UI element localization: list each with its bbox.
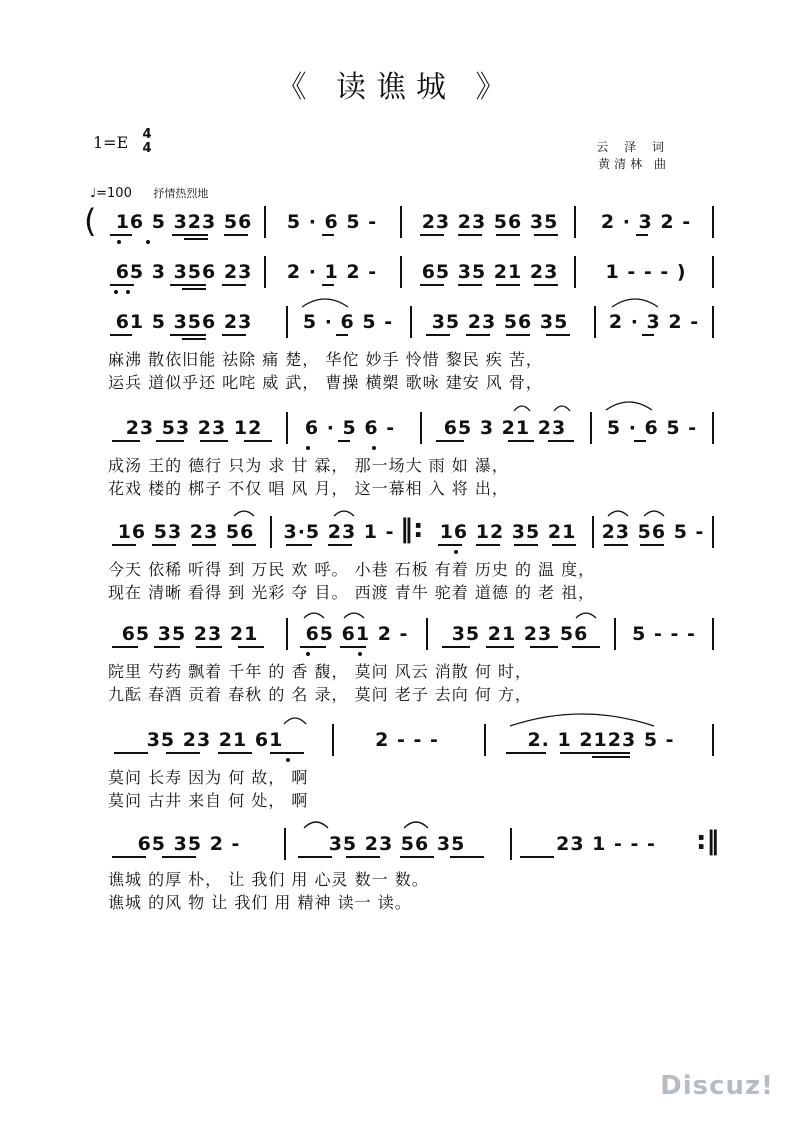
beam [182,288,206,290]
measure: 65 61 2 - [305,623,409,645]
tempo-marking [90,185,208,201]
lyrics-line: 莫问 长寿 因为 何 故， 啊 [108,768,309,787]
time-signature-bottom: 4 [142,141,152,156]
beam [496,234,520,236]
beam [192,544,216,546]
barline [426,618,428,650]
slur [282,712,308,726]
measure: 16 5 323 56 [115,211,253,233]
beam [400,856,434,858]
low-octave-dot [117,240,121,244]
barline [420,412,422,444]
measure: 6 · 5 6 - [304,417,396,439]
low-octave-dot [358,652,362,656]
measure: 61 5 356 23 [115,311,253,333]
watermark-logo: Discuz! [660,1071,774,1101]
measure: 2 - - - [375,729,439,751]
beam [152,544,176,546]
beam [182,338,206,340]
barline [574,256,576,288]
measure: 16 53 23 56 [117,521,255,543]
tempo-mark: ♩=100 [90,186,132,201]
lyrics-line: 今天 依稀 听得 到 万民 欢 呼。 小巷 石板 有着 历史 的 温 度， [108,560,596,579]
beam [110,284,134,286]
beam [298,856,332,858]
slur [604,398,654,412]
beam [520,856,554,858]
measure: 1 - - - ) [605,261,687,283]
expression-mark: 抒情热烈地 [153,187,209,200]
lyrics-line: 莫问 古井 来自 何 处， 啊 [108,791,309,810]
measure: 23 1 - - - [556,833,656,855]
barline [332,724,334,756]
beam [170,334,206,336]
repeat-end-sign: :‖ [696,826,720,856]
lyrics-line: 院里 芍药 飘着 千年 的 香 馥， 莫问 风云 消散 何 时， [108,662,532,681]
slur [232,506,256,518]
beam [592,756,630,758]
beam [534,284,558,286]
low-octave-dot [372,446,376,450]
beam [112,544,136,546]
slur [642,506,666,518]
beam [514,544,538,546]
barline [590,412,592,444]
barline [264,256,266,288]
beam [112,646,138,648]
measure: 35 23 21 61 [146,729,284,751]
measure: 65 3 356 23 [115,261,253,283]
beam [458,234,482,236]
beam [156,440,184,442]
measure: 3·5 23 1 - [283,521,395,543]
measure: 5 · 6 5 - [286,211,378,233]
measure: 65 35 21 23 [421,261,559,283]
beam [508,440,534,442]
beam [634,440,646,442]
beam [222,284,246,286]
measure: 2 · 3 2 - [608,311,700,333]
low-octave-dot [286,758,290,762]
barline [410,306,412,338]
time-signature-top: 4 [142,127,152,142]
barline [712,256,714,288]
barline [286,306,288,338]
beam [222,334,246,336]
measure: 35 23 56 35 [431,311,569,333]
beam [340,646,366,648]
beam [328,544,352,546]
beam [486,646,514,648]
low-octave-dot [454,550,458,554]
barline [574,206,576,238]
beam [546,334,570,336]
slur [606,506,630,518]
barline [270,516,272,548]
barline [592,516,594,548]
measure: 2 · 3 2 - [600,211,692,233]
open-paren: ( [84,202,97,240]
low-octave-dot [146,240,150,244]
beam [458,284,482,286]
beam [336,334,348,336]
beam [338,440,350,442]
lyrics-line: 现在 清晰 看得 到 光彩 夺 目。 西渡 青牛 驼着 道德 的 老 祖， [108,583,596,602]
measure: 2 · 1 2 - [286,261,378,283]
measure: 16 12 35 21 [439,521,577,543]
beam [466,334,490,336]
barline [712,724,714,756]
beam [300,646,326,648]
slur [512,401,532,413]
beam [184,238,208,240]
beam [636,234,648,236]
barline [286,618,288,650]
beam [112,856,146,858]
slur [402,816,430,830]
barline [510,828,512,860]
beam [506,752,546,754]
beam [224,234,248,236]
composer-credit: 黄清林 曲 [598,157,670,171]
beam [436,440,464,442]
measure: 65 35 23 21 [121,623,259,645]
barline [712,516,714,548]
barline [712,618,714,650]
barline [286,412,288,444]
slur [508,708,656,728]
measure: 65 35 2 - [137,833,241,855]
measure: 23 23 56 35 [421,211,559,233]
beam [442,646,470,648]
key-signature: 1=E [93,133,129,152]
slur [610,295,660,309]
beam [346,856,380,858]
beam [110,334,132,336]
beam [112,440,140,442]
beam [200,440,228,442]
beam [548,440,574,442]
beam [154,646,180,648]
beam [640,544,664,546]
beam [110,234,132,236]
beam [420,234,444,236]
lyrics-line: 成汤 王的 德行 只为 求 甘 霖， 那一场大 雨 如 瀑， [108,456,509,475]
beam [270,752,304,754]
beam [476,544,500,546]
lyrics-line: 九酝 春酒 贡着 春秋 的 名 录， 莫问 老子 去向 何 方， [108,685,532,704]
beam [322,234,334,236]
slur [332,506,356,518]
beam [530,646,558,648]
beam [450,856,484,858]
beam [420,284,444,286]
measure: 5 - - - [632,623,696,645]
beam [172,234,208,236]
barline [594,306,596,338]
beam [162,856,196,858]
beam [506,334,530,336]
beam [196,646,222,648]
slur [302,608,326,620]
measure: 23 53 23 12 [125,417,263,439]
page-title: 《 读谯城 》 [276,70,516,105]
lyrics-line: 谯城 的风 物 让 我们 用 精神 读一 读。 [108,893,412,912]
repeat-start-sign: ‖: [400,514,424,544]
beam [496,284,520,286]
lyrics-line: 麻沸 散依旧能 祛除 痛 楚， 华佗 妙手 怜惜 黎民 疾 苦， [108,350,543,369]
beam [170,284,206,286]
barline [400,206,402,238]
beam [114,752,148,754]
beam [322,284,334,286]
beam [572,646,600,648]
measure: 5 · 6 5 - [606,417,698,439]
beam [232,544,256,546]
lyrics-line: 谯城 的厚 朴， 让 我们 用 心灵 数一 数。 [108,870,429,889]
time-signature [140,128,154,156]
beam [244,440,272,442]
beam [166,752,200,754]
barline [484,724,486,756]
beam [238,646,264,648]
beam [552,544,576,546]
barline [712,412,714,444]
beam [604,544,628,546]
measure: 2. 1 2123 5 - [527,729,675,751]
barline [400,256,402,288]
beam [560,752,630,754]
low-octave-dot [114,290,118,294]
barline [712,206,714,238]
lyricist-credit: 云 泽 词 [596,140,670,154]
low-octave-dot [306,652,310,656]
beam [642,334,654,336]
barline [614,618,616,650]
measure: 35 23 56 35 [328,833,466,855]
measure: 35 21 23 56 [451,623,589,645]
measure: 65 3 21 23 [443,417,567,439]
barline [712,306,714,338]
beam [286,544,312,546]
beam [426,334,450,336]
barline [284,828,286,860]
slur [302,816,330,830]
lyrics-line: 运兵 道似乎还 叱咤 威 武， 曹操 横槊 歌咏 建安 风 骨， [108,373,543,392]
measure: 5 · 6 5 - [302,311,394,333]
beam [438,544,462,546]
beam [534,234,558,236]
slur [300,295,350,309]
barline [264,206,266,238]
measure: 23 56 5 - [601,521,705,543]
slur [552,401,572,413]
beam [218,752,252,754]
low-octave-dot [306,446,310,450]
slur [342,608,366,620]
low-octave-dot [126,290,130,294]
slur [574,608,598,620]
lyrics-line: 花戏 楼的 梆子 不仅 唱 风 月， 这一幕相 入 将 出， [108,479,509,498]
